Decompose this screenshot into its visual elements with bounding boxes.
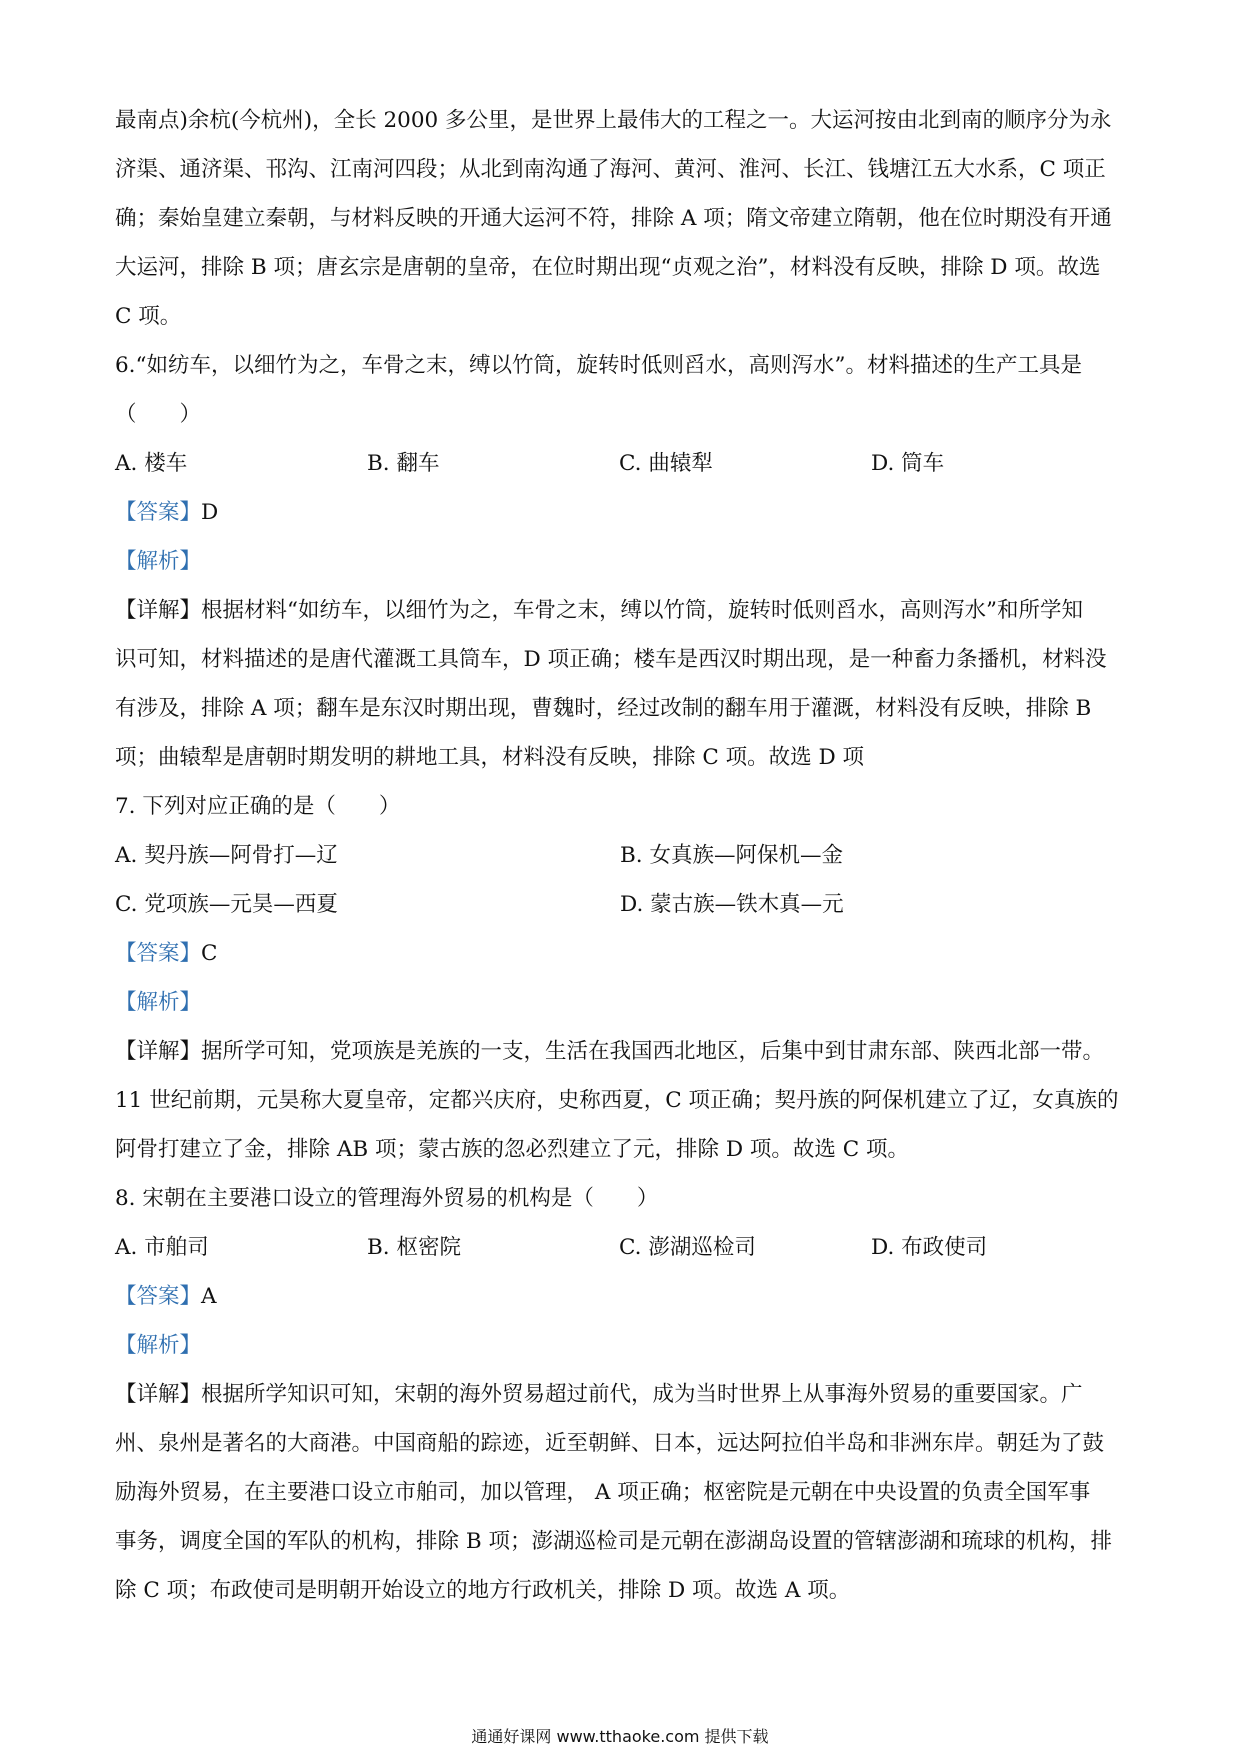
- page-footer: 通通好课网 www.tthaoke.com 提供下载: [471, 1727, 769, 1746]
- analysis-line: [115, 1321, 1125, 1370]
- text-line: C 项。: [115, 304, 182, 329]
- question-stem: 7. 下列对应正确的是（ ）: [115, 794, 401, 819]
- detail-text: 根据材料“如纺车，以细竹为之，车骨之末，缚以竹筒，旋转时低则舀水，高则泻水”和所学知: [201, 598, 1084, 623]
- analysis-tag: 【解析】: [115, 1333, 202, 1358]
- options-row: [115, 880, 1125, 929]
- text-line: 识可知，材料描述的是唐代灌溉工具筒车，D 项正确；楼车是西汉时期出现，是一种畜力条播机，材料没: [115, 647, 1107, 672]
- option-a: A. 市舶司: [115, 1235, 209, 1260]
- analysis-line: [115, 537, 1125, 586]
- text-line: 最南点)余杭(今杭州)，全长 2000 多公里，是世界上最伟大的工程之一。大运河按由北到南的顺序分为永: [115, 108, 1112, 133]
- answer-tag: 【答案】: [115, 941, 202, 966]
- text-line: 州、泉州是著名的大商港。中国商船的踪迹，近至朝鲜、日本，远达阿拉伯半岛和非洲东岸。朝廷为了鼓: [115, 1431, 1105, 1456]
- detail-tag: 【详解】: [115, 598, 202, 623]
- detail-line: [115, 586, 1125, 635]
- detail-tag: 【详解】: [115, 1382, 202, 1407]
- text-line: 确；秦始皇建立秦朝，与材料反映的开通大运河不符，排除 A 项；隋文帝建立隋朝，他在位时期没有开通: [115, 206, 1112, 231]
- option-b: B. 翻车: [367, 451, 440, 476]
- question-7: [115, 782, 1125, 1174]
- question-6: [115, 341, 1125, 782]
- option-b: B. 女真族—阿保机—金: [620, 843, 843, 868]
- detail-text: 根据所学知识可知，宋朝的海外贸易超过前代，成为当时世界上从事海外贸易的重要国家。广: [201, 1382, 1083, 1407]
- answer-line: [115, 929, 1125, 978]
- question-stem: 6.“如纺车，以细竹为之，车骨之末，缚以竹筒，旋转时低则舀水，高则泻水”。材料描述的生产工具是: [115, 353, 1083, 378]
- detail-text: 据所学可知，党项族是羌族的一支，生活在我国西北地区，后集中到甘肃东部、陕西北部一带。: [201, 1039, 1105, 1064]
- options-row: [115, 1223, 1125, 1272]
- question-8: [115, 1174, 1125, 1615]
- option-d: D. 筒车: [871, 451, 945, 476]
- options-row: [115, 831, 1125, 880]
- answer-tag: 【答案】: [115, 500, 202, 525]
- option-c: C. 澎湖巡检司: [619, 1235, 756, 1260]
- option-c: C. 党项族—元昊—西夏: [115, 892, 338, 917]
- analysis-line: [115, 978, 1125, 1027]
- analysis-tag: 【解析】: [115, 549, 202, 574]
- option-d: D. 蒙古族—铁木真—元: [620, 892, 844, 917]
- answer-line: [115, 488, 1125, 537]
- option-c: C. 曲辕犁: [619, 451, 713, 476]
- option-d: D. 布政使司: [871, 1235, 988, 1260]
- q5-explanation-tail: [115, 96, 1125, 341]
- detail-tag: 【详解】: [115, 1039, 202, 1064]
- text-line: 11 世纪前期，元昊称大夏皇帝，定都兴庆府，史称西夏，C 项正确；契丹族的阿保机建立了辽，女真族的: [115, 1088, 1119, 1113]
- answer-tag: 【答案】: [115, 1284, 202, 1309]
- text-line: 事务，调度全国的军队的机构，排除 B 项；澎湖巡检司是元朝在澎湖岛设置的管辖澎湖和琉球的机构，排: [115, 1529, 1112, 1554]
- analysis-tag: 【解析】: [115, 990, 202, 1015]
- page-content: [115, 96, 1125, 1615]
- option-a: A. 契丹族—阿骨打—辽: [115, 843, 338, 868]
- answer-value: C: [201, 941, 218, 966]
- text-line: 励海外贸易，在主要港口设立市舶司，加以管理， A 项正确；枢密院是元朝在中央设置的负责全国军事: [115, 1480, 1091, 1505]
- text-line: 济渠、通济渠、邗沟、江南河四段；从北到南沟通了海河、黄河、淮河、长江、钱塘江五大水系，C 项正: [115, 157, 1106, 182]
- question-stem: （ ）: [115, 402, 202, 427]
- text-line: 项；曲辕犁是唐朝时期发明的耕地工具，材料没有反映，排除 C 项。故选 D 项: [115, 745, 865, 770]
- text-line: 有涉及，排除 A 项；翻车是东汉时期出现，曹魏时，经过改制的翻车用于灌溉，材料没有反映，排除 B: [115, 696, 1092, 721]
- detail-line: [115, 1027, 1125, 1076]
- answer-value: A: [201, 1284, 217, 1309]
- text-line: 大运河，排除 B 项；唐玄宗是唐朝的皇帝，在位时期出现“贞观之治”，材料没有反映，排除 D 项。故选: [115, 255, 1101, 280]
- options-row: [115, 439, 1125, 488]
- option-b: B. 枢密院: [367, 1235, 461, 1260]
- text-line: 除 C 项；布政使司是明朝开始设立的地方行政机关，排除 D 项。故选 A 项。: [115, 1578, 851, 1603]
- answer-value: D: [201, 500, 219, 525]
- text-line: 阿骨打建立了金，排除 AB 项；蒙古族的忽必烈建立了元，排除 D 项。故选 C 项。: [115, 1137, 910, 1162]
- detail-line: [115, 1370, 1125, 1419]
- answer-line: [115, 1272, 1125, 1321]
- option-a: A. 楼车: [115, 451, 188, 476]
- question-stem: 8. 宋朝在主要港口设立的管理海外贸易的机构是（ ）: [115, 1186, 659, 1211]
